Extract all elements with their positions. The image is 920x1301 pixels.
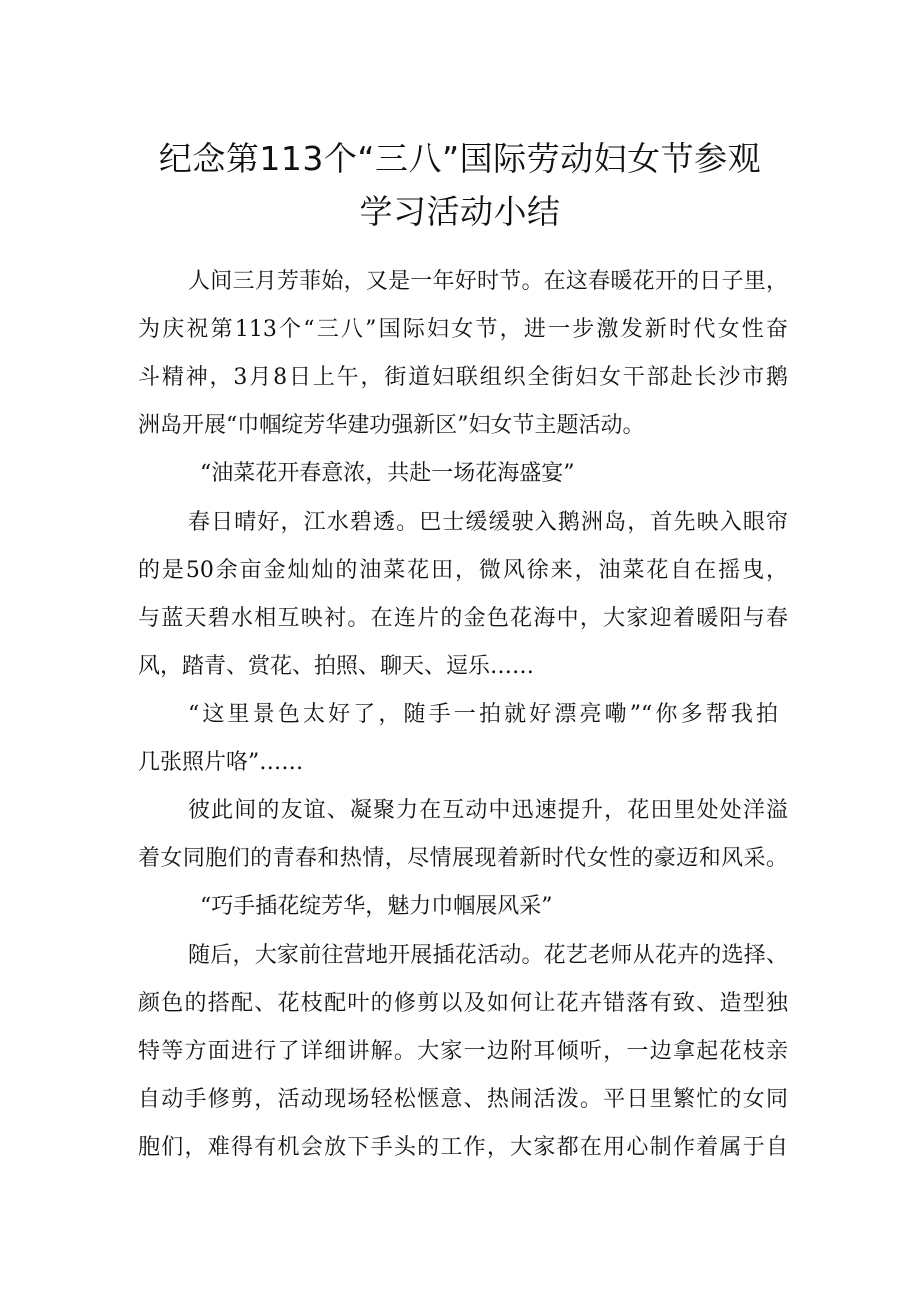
body-line: 斗精神，3月8日上午，街道妇联组织全街妇女干部赴长沙市鹅 [138, 365, 788, 390]
section-heading: “油菜花开春意浓，共赴一场花海盛宴” [200, 461, 575, 486]
body-line: 着女同胞们的青春和热情，尽情展现着新时代女性的豪迈和风采。 [138, 846, 788, 871]
body-line: 人间三月芳菲始，又是一年好时节。在这春暖花开的日子里， [188, 269, 788, 294]
body-line: 自动手修剪，活动现场轻松惬意、热闹活泼。平日里繁忙的女同 [138, 1087, 788, 1112]
body-line: 风，踏青、赏花、拍照、聊天、逗乐…… [138, 654, 535, 679]
body-line: 春日晴好，江水碧透。巴士缓缓驶入鹅洲岛，首先映入眼帘 [188, 510, 788, 535]
body-line: 特等方面进行了详细讲解。大家一边附耳倾听，一边拿起花枝亲 [138, 1039, 788, 1064]
body-line: 随后，大家前往营地开展插花活动。花艺老师从花卉的选择、 [188, 943, 788, 968]
document-title-line-1 [100, 133, 820, 180]
body-line: 胞们，难得有机会放下手头的工作，大家都在用心制作着属于自 [138, 1135, 788, 1160]
body-line: 为庆祝第113个“三八”国际妇女节，进一步激发新时代女性奋 [138, 317, 788, 342]
body-line: 与蓝天碧水相互映衬。在连片的金色花海中，大家迎着暖阳与春 [138, 606, 788, 631]
body-line: 颜色的搭配、花枝配叶的修剪以及如何让花卉错落有致、造型独 [138, 991, 788, 1016]
title-text-2: 学习活动小结 [359, 192, 561, 231]
body-line: “这里景色太好了，随手一拍就好漂亮嘞”“你多帮我拍 [188, 702, 778, 727]
title-text-1: 纪念第113个“三八”国际劳动妇女节参观 [158, 139, 762, 178]
body-line: 洲岛开展“巾帼绽芳华建功强新区”妇女节主题活动。 [138, 413, 645, 438]
body-line: 彼此间的友谊、凝聚力在互动中迅速提升，花田里处处洋溢 [188, 798, 788, 823]
body-line: 的是50余亩金灿灿的油菜花田，微风徐来，油菜花自在摇曳， [138, 558, 788, 583]
section-heading: “巧手插花绽芳华，魅力巾帼展风采” [200, 894, 553, 919]
body-line: 几张照片咯”…… [138, 750, 304, 775]
document-title-line-2 [100, 186, 820, 233]
